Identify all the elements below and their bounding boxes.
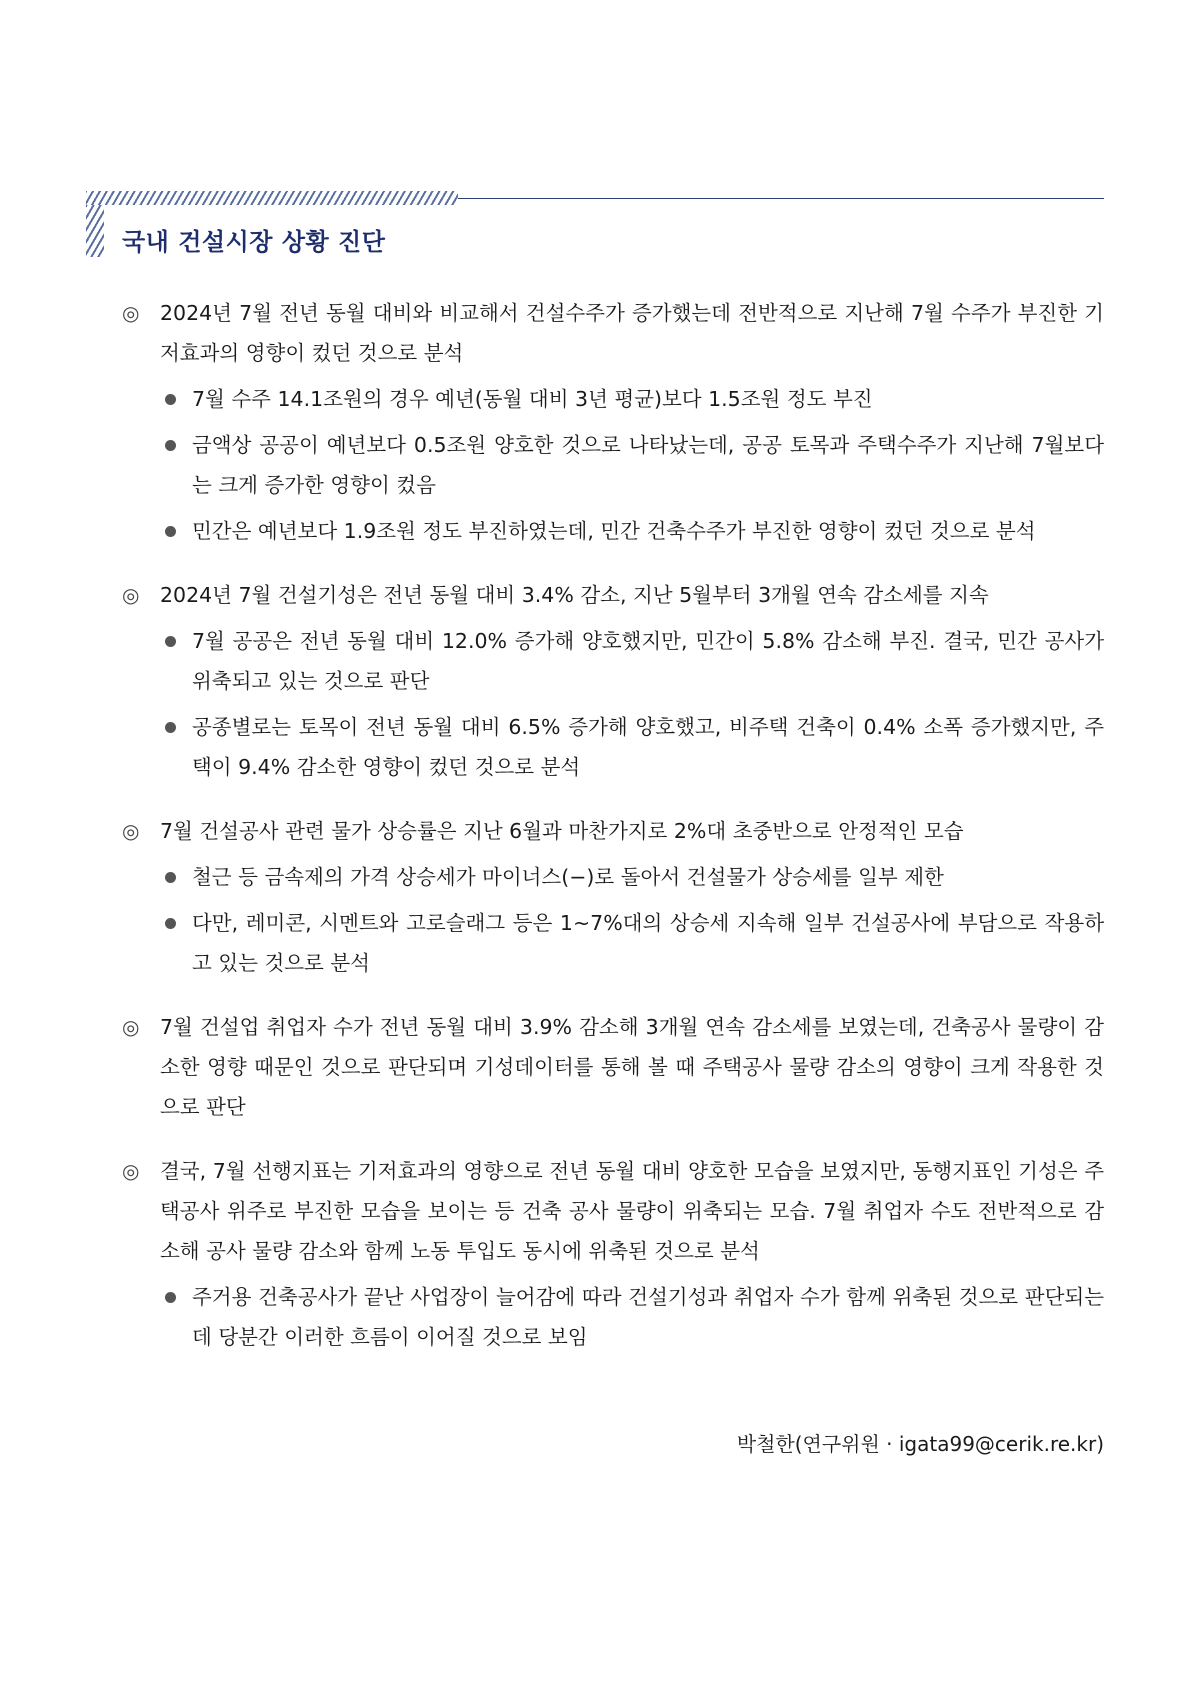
section-header	[86, 188, 1104, 268]
bullet-item	[160, 857, 1104, 897]
main-paragraph	[122, 1007, 1104, 1127]
paragraph-text: 7월 건설업 취업자 수가 전년 동월 대비 3.9% 감소해 3개월 연속 감소세를 보였는데, 건축공사 물량이 감소한 영향 때문인 것으로 판단되며 기성데이터를 통해 볼 때 주택공사 물량 감소의 영향이 크게 작용한 것으로 판단	[160, 1015, 1104, 1119]
main-paragraph	[122, 293, 1104, 373]
bullet-item	[160, 903, 1104, 983]
bullet-text: 금액상 공공이 예년보다 0.5조원 양호한 것으로 나타났는데, 공공 토목과 주택수주가 지난해 7월보다는 크게 증가한 영향이 컸음	[192, 433, 1104, 497]
double-circle-marker-icon: ◎	[122, 1159, 140, 1183]
bullet-dot-icon	[165, 526, 176, 537]
paragraph-block	[122, 1007, 1104, 1127]
bullet-text: 주거용 건축공사가 끝난 사업장이 늘어감에 따라 건설기성과 취업자 수가 함께 위축된 것으로 판단되는데 당분간 이러한 흐름이 이어질 것으로 보임	[192, 1285, 1104, 1349]
bullet-item	[160, 707, 1104, 787]
bullet-item	[160, 1277, 1104, 1357]
bullet-item	[160, 379, 1104, 419]
bullet-text: 철근 등 금속제의 가격 상승세가 마이너스(−)로 돌아서 건설물가 상승세를 일부 제한	[192, 865, 944, 889]
paragraph-block	[122, 1151, 1104, 1357]
bullet-item	[160, 511, 1104, 551]
paragraph-text: 2024년 7월 건설기성은 전년 동월 대비 3.4% 감소, 지난 5월부터 3개월 연속 감소세를 지속	[160, 583, 989, 607]
bullet-text: 다만, 레미콘, 시멘트와 고로슬래그 등은 1~7%대의 상승세 지속해 일부 건설공사에 부담으로 작용하고 있는 것으로 분석	[192, 911, 1104, 975]
bullet-text: 7월 공공은 전년 동월 대비 12.0% 증가해 양호했지만, 민간이 5.8% 감소해 부진. 결국, 민간 공사가 위축되고 있는 것으로 판단	[192, 629, 1104, 693]
bullet-dot-icon	[165, 872, 176, 883]
main-paragraph	[122, 575, 1104, 615]
main-paragraph	[122, 811, 1104, 851]
header-rule	[458, 198, 1104, 199]
bullet-dot-icon	[165, 722, 176, 733]
paragraph-block	[122, 575, 1104, 787]
bullet-dot-icon	[165, 636, 176, 647]
bullet-dot-icon	[165, 440, 176, 451]
hatch-decoration-left	[86, 205, 104, 257]
document-body	[122, 293, 1104, 1381]
paragraph-block	[122, 293, 1104, 551]
bullet-dot-icon	[165, 918, 176, 929]
bullet-dot-icon	[165, 394, 176, 405]
bullet-text: 공종별로는 토목이 전년 동월 대비 6.5% 증가해 양호했고, 비주택 건축이 0.4% 소폭 증가했지만, 주택이 9.4% 감소한 영향이 컸던 것으로 분석	[192, 715, 1104, 779]
main-paragraph	[122, 1151, 1104, 1271]
double-circle-marker-icon: ◎	[122, 301, 140, 325]
double-circle-marker-icon: ◎	[122, 1015, 140, 1039]
double-circle-marker-icon: ◎	[122, 583, 140, 607]
paragraph-text: 결국, 7월 선행지표는 기저효과의 영향으로 전년 동월 대비 양호한 모습을 보였지만, 동행지표인 기성은 주택공사 위주로 부진한 모습을 보이는 등 건축 공사 물량이 위축되는 모습. 7월 취업자 수도 전반적으로 감소해 공사 물량 감소와 함께 노동 투입도 동시에 위축된 것으로 분석	[160, 1159, 1104, 1263]
author-credit: 박철한(연구위원 · igata99@cerik.re.kr)	[736, 1432, 1104, 1456]
bullet-text: 민간은 예년보다 1.9조원 정도 부진하였는데, 민간 건축수주가 부진한 영향이 컸던 것으로 분석	[192, 519, 1036, 543]
paragraph-text: 7월 건설공사 관련 물가 상승률은 지난 6월과 마찬가지로 2%대 초중반으로 안정적인 모습	[160, 819, 964, 843]
paragraph-block	[122, 811, 1104, 983]
bullet-item	[160, 621, 1104, 701]
double-circle-marker-icon: ◎	[122, 819, 140, 843]
section-title: 국내 건설시장 상황 진단	[122, 228, 386, 256]
bullet-text: 7월 수주 14.1조원의 경우 예년(동월 대비 3년 평균)보다 1.5조원 정도 부진	[192, 387, 873, 411]
hatch-decoration-top	[86, 191, 458, 205]
bullet-dot-icon	[165, 1292, 176, 1303]
bullet-item	[160, 425, 1104, 505]
paragraph-text: 2024년 7월 전년 동월 대비와 비교해서 건설수주가 증가했는데 전반적으로 지난해 7월 수주가 부진한 기저효과의 영향이 컸던 것으로 분석	[160, 301, 1104, 365]
